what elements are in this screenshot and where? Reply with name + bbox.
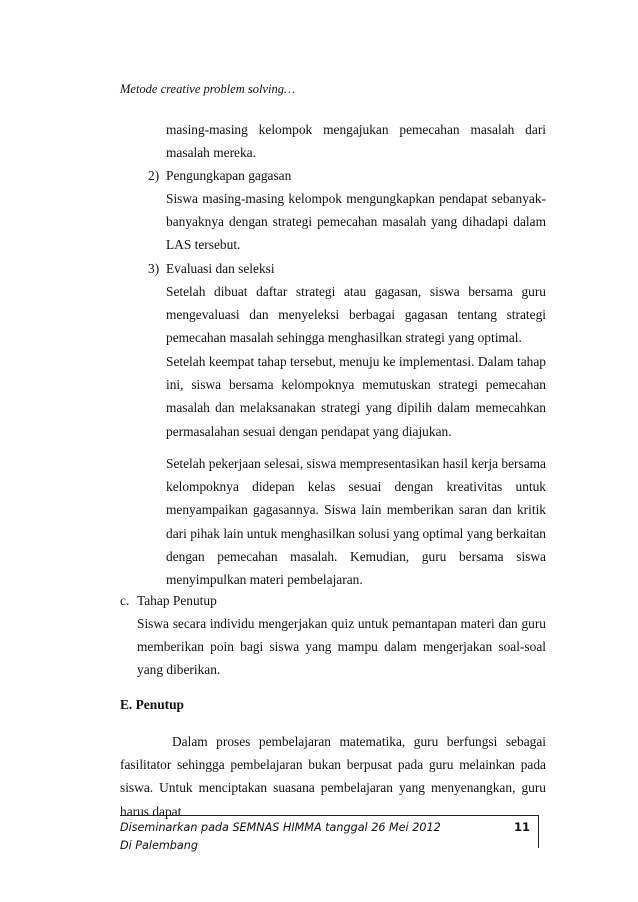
step-2-text: Siswa masing-masing kelompok mengungkapkan pendapat sebanyak-banyaknya dengan strategi pemecahan masalah yang dihadapi dalam LAS tersebut. (166, 191, 546, 253)
section-c-title: Tahap Penutup (137, 593, 217, 608)
paragraph-continuation: masing-masing kelompok mengajukan pemecahan masalah dari masalah mereka. (166, 122, 546, 161)
step-2-number: 2) (148, 168, 160, 183)
step-2-title: Pengungkapan gagasan (166, 168, 292, 183)
closing-paragraph: Dalam proses pembelajaran matematika, guru berfungsi sebagai fasilitator sehingga pembelajaran bukan berpusat pada guru melainkan pada siswa. Untuk menciptakan suasana pembelajaran yang menyenangkan, guru harus dapat (120, 734, 546, 819)
step-3-text: Setelah dibuat daftar strategi atau gagasan, siswa bersama guru mengevaluasi dan menyeleksi berbagai gagasan tentang strategi pemecahan masalah sehingga menghasilkan strategi yang optimal. (166, 284, 546, 346)
footer-line-1: Diseminarkan pada SEMNAS HIMMA tanggal 26 Mei 2012 (120, 821, 441, 834)
page-number: 11 (514, 820, 531, 834)
paragraph-implementation: Setelah keempat tahap tersebut, menuju ke implementasi. Dalam tahap ini, siswa bersama kelompoknya memutuskan strategi pemecahan masalah dan melaksanakan strategi yang dipilih dalam memecahkan permasalahan sesuai dengan pendapat yang diajukan. (166, 354, 546, 439)
section-c-text: Siswa secara individu mengerjakan quiz untuk pemantapan materi dan guru memberikan poin bagi siswa yang mampu dalam mengerjakan soal-soal yang diberikan. (137, 616, 546, 678)
paragraph-presentation: Setelah pekerjaan selesai, siswa mempresentasikan hasil kerja bersama kelompoknya didepan kelas sesuai dengan kreativitas untuk menyampaikan gagasannya. Siswa lain memberikan saran dan kritik dari pihak lain untuk menghasilkan solusi yang optimal yang berkaitan dengan pemecahan masalah. Kemudian, guru bersama siswa menyimpulkan materi pembelajaran. (166, 456, 546, 588)
step-3-title: Evaluasi dan seleksi (166, 261, 275, 276)
footer-rule (120, 815, 538, 816)
footer-line-2: Di Palembang (120, 839, 198, 852)
section-c-label: c. (120, 593, 130, 608)
step-3-number: 3) (148, 261, 160, 276)
section-heading: E. Penutup (120, 697, 184, 712)
footer-vertical-rule (538, 815, 539, 848)
running-header: Metode creative problem solving… (120, 82, 296, 96)
